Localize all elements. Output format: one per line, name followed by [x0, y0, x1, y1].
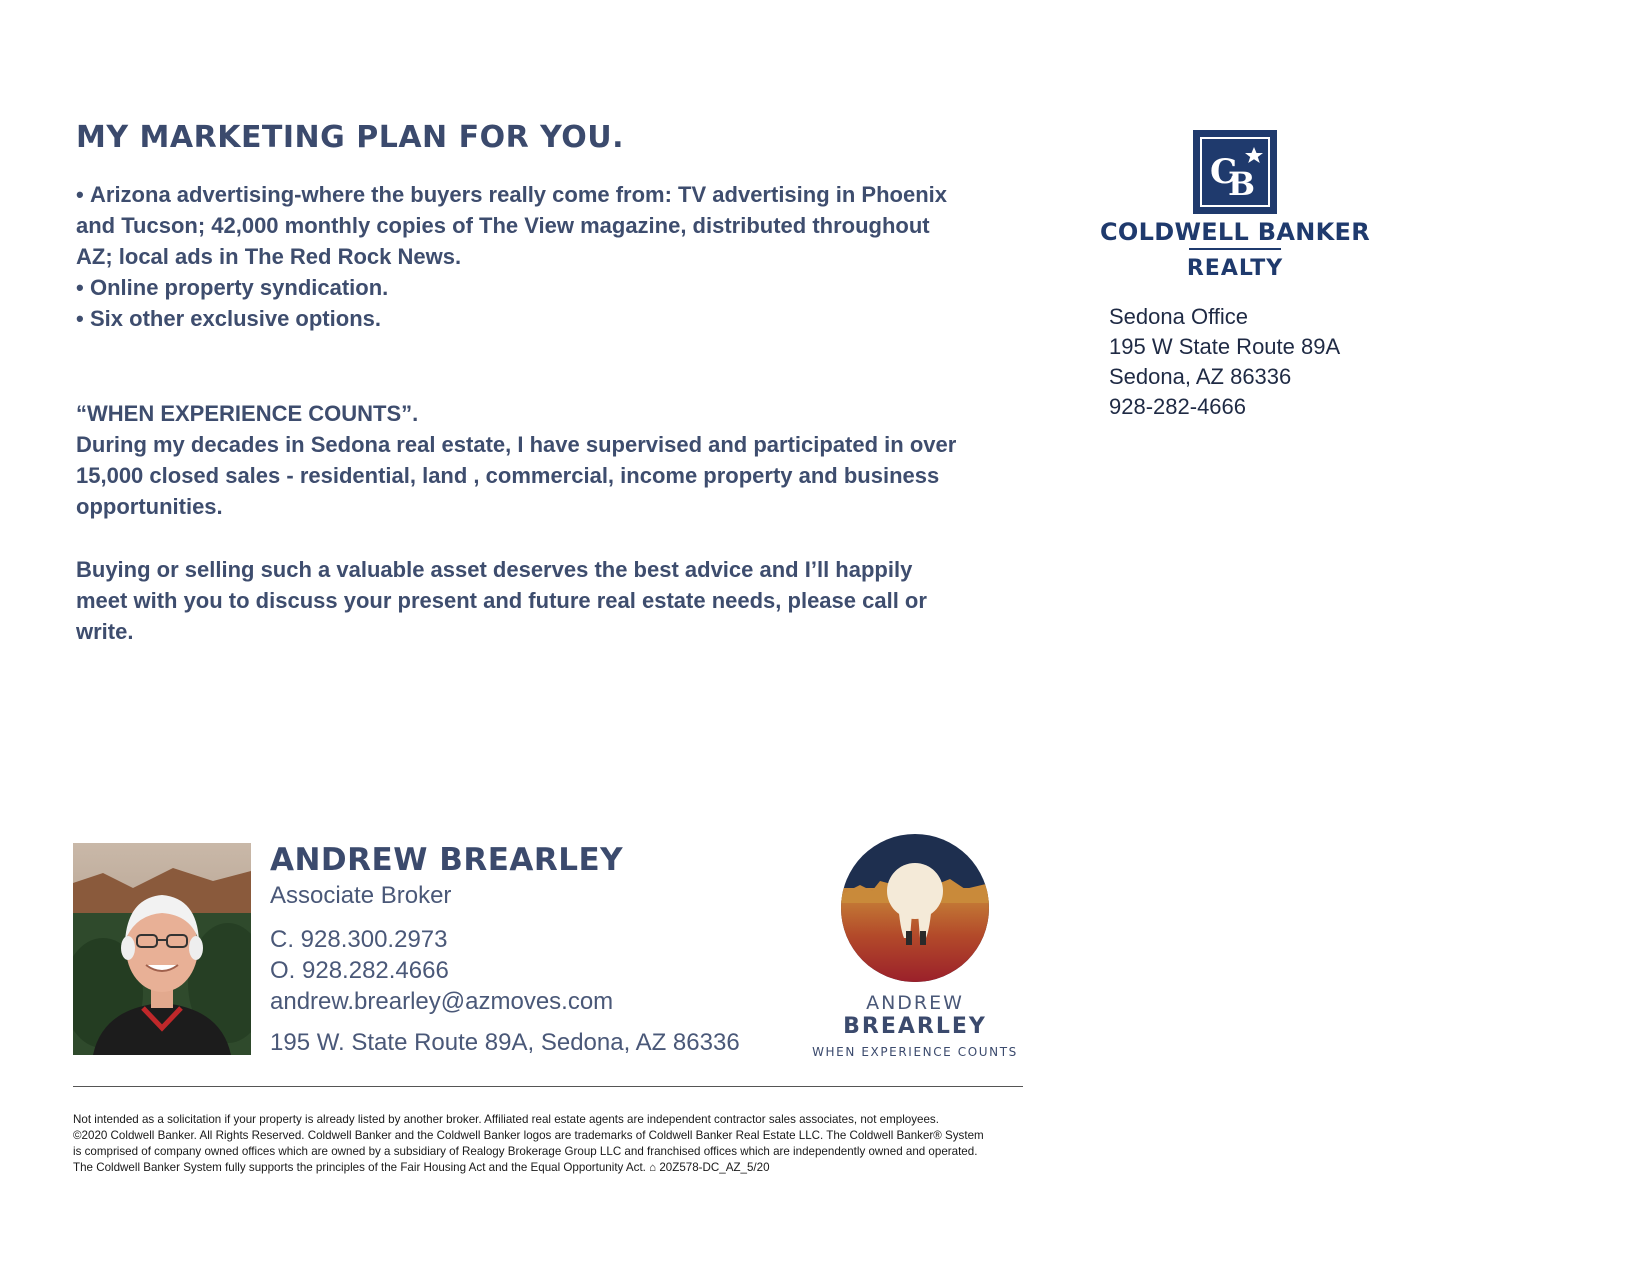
- experience-heading: “WHEN EXPERIENCE COUNTS”.: [76, 401, 419, 426]
- bullet-text: and Tucson; 42,000 monthly copies of The View magazine, distributed throughout: [76, 213, 930, 238]
- paragraph-line: write.: [76, 619, 134, 644]
- bullet-item: [76, 303, 1066, 334]
- andrew-brearley-wordmark: [790, 992, 1040, 1059]
- bullet-item: [76, 272, 1066, 303]
- brand-subname: REALTY: [1186, 256, 1284, 281]
- agent-photo: [73, 843, 251, 1055]
- coldwell-banker-wordmark: [1100, 218, 1370, 281]
- bullet-text: AZ; local ads in The Red Rock News.: [76, 244, 462, 269]
- cb-monogram-icon: [1202, 139, 1272, 209]
- bullet-text: Six other exclusive options.: [90, 306, 381, 331]
- bullet-dot: •: [76, 182, 84, 207]
- bullet-dot: •: [76, 275, 84, 300]
- office-city: Sedona, AZ 86336: [1109, 364, 1292, 389]
- marketing-section: [76, 120, 1066, 647]
- bullet-item-continuation: [76, 241, 1066, 272]
- office-name: Sedona Office: [1109, 304, 1249, 329]
- agent-address: 195 W. State Route 89A, Sedona, AZ 86336: [270, 1029, 740, 1056]
- office-phone: 928-282-4666: [1109, 394, 1247, 419]
- experience-paragraph: [76, 429, 1066, 522]
- plan-title: MY MARKETING PLAN FOR YOU.: [76, 120, 625, 155]
- agent-cell-phone: C. 928.300.2973: [270, 926, 448, 953]
- bullet-text: Online property syndication.: [90, 275, 389, 300]
- sunset-rock-icon: [840, 833, 990, 983]
- agent-email: andrew.brearley@azmoves.com: [270, 988, 614, 1015]
- agent-office-phone: O. 928.282.4666: [270, 957, 449, 984]
- agent-name: ANDREW BREARLEY: [270, 842, 624, 878]
- paragraph-line: During my decades in Sedona real estate, I have supervised and participated in over: [76, 432, 957, 457]
- andrew-brearley-logo: [840, 833, 990, 983]
- legal-line: Not intended as a solicitation if your property is already listed by another broker. Affiliated real estate agents are independent contractor sales associates, not employees.: [73, 1113, 939, 1126]
- legal-line: ©2020 Coldwell Banker. All Rights Reserved. Coldwell Banker and the Coldwell Banker logos are trademarks of Coldwell Banker Real Estate LLC. The Coldwell Banker® System: [73, 1129, 984, 1142]
- bullet-text: Arizona advertising-where the buyers really come from: TV advertising in Phoenix: [90, 182, 948, 207]
- logo-frame: [1200, 137, 1270, 207]
- coldwell-banker-logo: [1193, 130, 1277, 214]
- office-street: 195 W State Route 89A: [1109, 334, 1341, 359]
- brand-rule: [1189, 248, 1281, 250]
- paragraph-line: 15,000 closed sales - residential, land , commercial, income property and business: [76, 463, 940, 488]
- logo-first-name: ANDREW: [866, 992, 964, 1014]
- bullet-item-continuation: [76, 210, 1066, 241]
- footer-divider: [73, 1086, 1023, 1087]
- cb-letter-b: B: [1228, 165, 1256, 203]
- bullet-item: [76, 179, 1066, 210]
- agent-contacts: [270, 924, 740, 1017]
- legal-line: The Coldwell Banker System fully supports the principles of the Fair Housing Act and the Equal Opportunity Act. ⌂ 20Z578-DC_AZ_5/20: [73, 1161, 770, 1174]
- logo-tagline: WHEN EXPERIENCE COUNTS: [812, 1045, 1018, 1059]
- agent-portrait-image: [73, 843, 251, 1055]
- paragraph-line: Buying or selling such a valuable asset deserves the best advice and I’ll happily: [76, 557, 913, 582]
- brand-name: COLDWELL BANKER: [1100, 218, 1370, 246]
- paragraph-line: opportunities.: [76, 494, 223, 519]
- logo-last-name: BREARLEY: [843, 1014, 987, 1039]
- plan-bullets: [76, 179, 1066, 334]
- office-info: [1109, 302, 1340, 422]
- agent-card: [270, 842, 740, 1057]
- bullet-dot: •: [76, 306, 84, 331]
- paragraph-line: meet with you to discuss your present and future real estate needs, please call or: [76, 588, 927, 613]
- advice-paragraph: [76, 554, 1066, 647]
- legal-disclaimer: [73, 1112, 1063, 1176]
- agent-title: Associate Broker: [270, 882, 452, 909]
- cb-letter-c: C: [1210, 152, 1238, 192]
- legal-line: is comprised of company owned offices which are owned by a subsidiary of Realogy Brokerage Group LLC and franchised offices which are independently owned and operated.: [73, 1145, 978, 1158]
- star-icon: [1245, 147, 1263, 163]
